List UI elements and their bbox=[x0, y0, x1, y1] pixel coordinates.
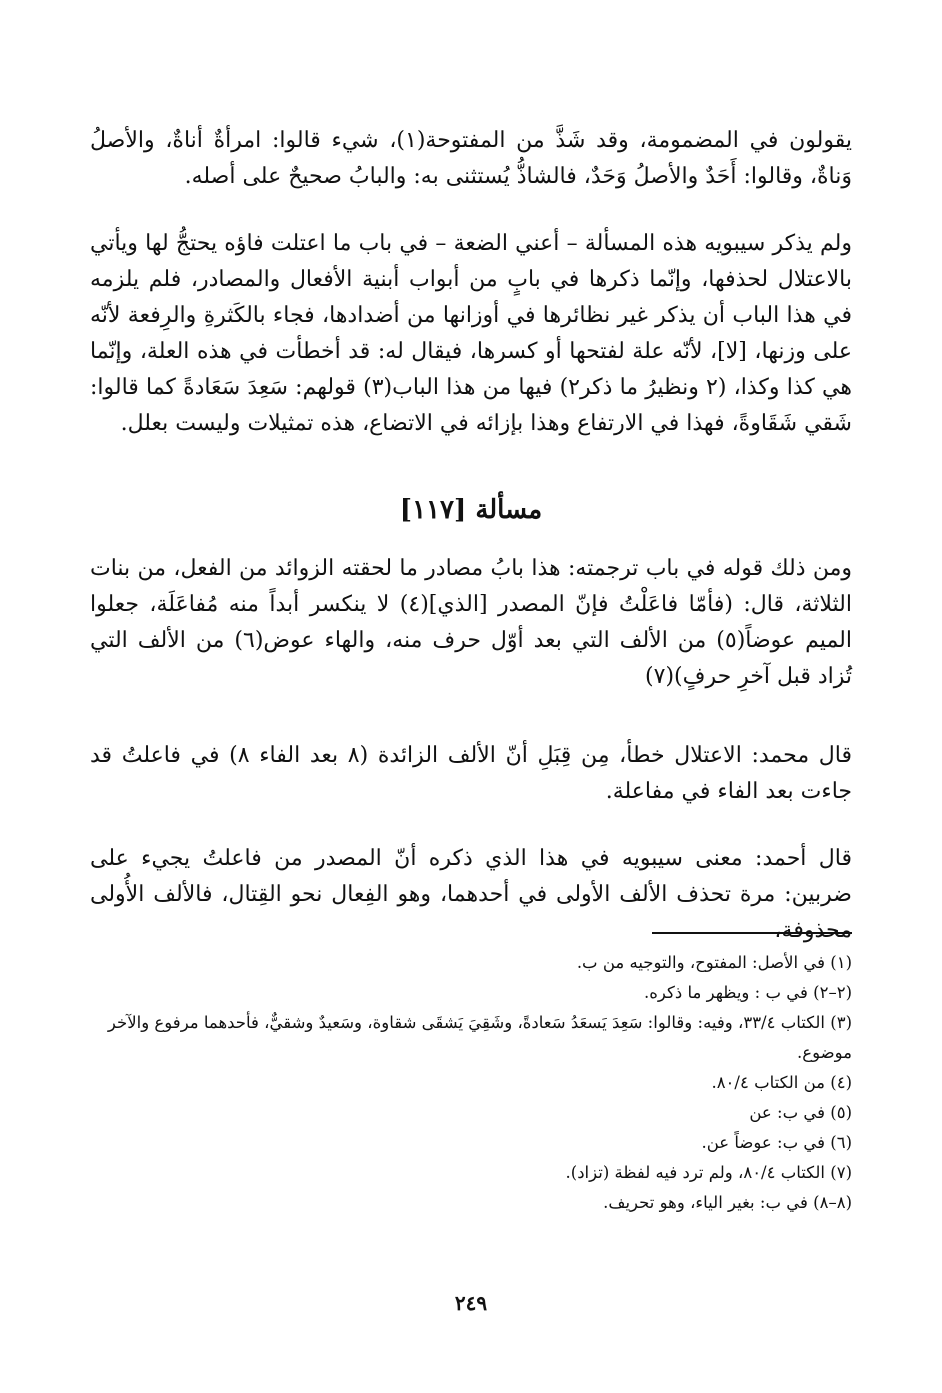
body-paragraph-2: ولم يذكر سيبويه هذه المسألة – أعني الضعة – في باب ما اعتلت فاؤه يحتجُّ لها ويأتي بالاعتلال لحذفها، وإنّما ذكرها في بابٍ من أبواب أبنية الأفعال والمصادر، فلم يلزمه في هذا الباب أن يذكر غير نظائرها في أوزانها من أضدادها، فجاء بالكَثرةِ والرِفعة لأنّه على وزنها، [لا]، لأنّه علة لفتحها أو كسرها، فيقال له: قد أخطأت في هذه العلة، وإنّما هي كذا وكذا، (٢ ونظيرُ ما ذكر٢) فيها من هذا الباب(٣) قولهم: سَعِدَ سَعَادةً كما قالوا: شَقي شَقَاوةً، فهذا في الارتفاع وهذا بإزائه في الاتضاع، هذه تمثيلات وليست بعلل. bbox=[90, 231, 852, 436]
footnote-item: (٥) في ب: عن bbox=[749, 1103, 852, 1122]
footnote-item: (٣) الكتاب ٣٣/٤، وفيه: وقالوا: سَعِدَ يَسعَدُ سَعادةً، وشَقِيَ يَشقَى شقاوة، وسَعيدٌ وشقيٌّ، فأحدهما مرفوع والآخر موضوع. bbox=[107, 1013, 852, 1062]
page-number: ٢٤٩ bbox=[454, 1291, 488, 1315]
footnote-item: (٧) الكتاب ٨٠/٤، ولم ترد فيه لفظة (تزاد). bbox=[565, 1163, 852, 1182]
footnote-divider bbox=[652, 932, 852, 934]
footnotes-list bbox=[90, 948, 852, 1218]
footnote-item: (١) في الأصل: المفتوح، والتوجيه من ب. bbox=[576, 953, 852, 972]
footnote-item: (٨–٨) في ب: بغير الياء، وهو تحريف. bbox=[603, 1193, 852, 1212]
body-paragraph-3: ومن ذلك قوله في باب ترجمته: هذا بابُ مصادر ما لحقته الزوائد من الفعل، من بنات الثلاثة، قال: (فأمّا فاعَلْتُ فإنّ المصدر [الذي](٤) لا ينكسر أبداً منه مُفاعَلَة، جعلوا الميم عوضاً(٥) من الألف التي بعد أوّل حرف منه، والهاء عوض(٦) من الألف التي تُزاد قبل آخرِ حرفٍ)(٧) bbox=[90, 556, 852, 689]
section-heading: مسألة [١١٧] bbox=[399, 495, 543, 525]
body-paragraph-4: قال محمد: الاعتلال خطأ، مِن قِبَلِ أنّ الألف الزائدة (٨ بعد الفاء ٨) في فاعلتُ قد جاءت بعد الفاء في مفاعلة. bbox=[90, 743, 852, 804]
body-paragraph-5: قال أحمد: معنى سيبويه في هذا الذي ذكره أنّ المصدر من فاعلتُ يجيء على ضربين: مرة تحذف الألف الأولى في أحدهما، وهو الفِعال نحو القِتال، فالألف الأُولى محذوفة، bbox=[90, 846, 852, 943]
footnote-item: (٦) في ب: عوضاً عن. bbox=[701, 1133, 852, 1152]
footnote-item: (٢–٢) في ب : ويظهر ما ذكره. bbox=[644, 983, 852, 1002]
footnote-item: (٤) من الكتاب ٨٠/٤. bbox=[711, 1073, 852, 1092]
body-paragraph-1: يقولون في المضمومة، وقد شَذَّ من المفتوحة(١)، شيء قالوا: امرأةٌ أناةٌ، والأصلُ وَناةٌ، وقالوا: أَحَدٌ والأصلُ وَحَدٌ، فالشاذُّ يُستثنى به: والبابُ صحيحٌ على أصله. bbox=[90, 128, 852, 189]
